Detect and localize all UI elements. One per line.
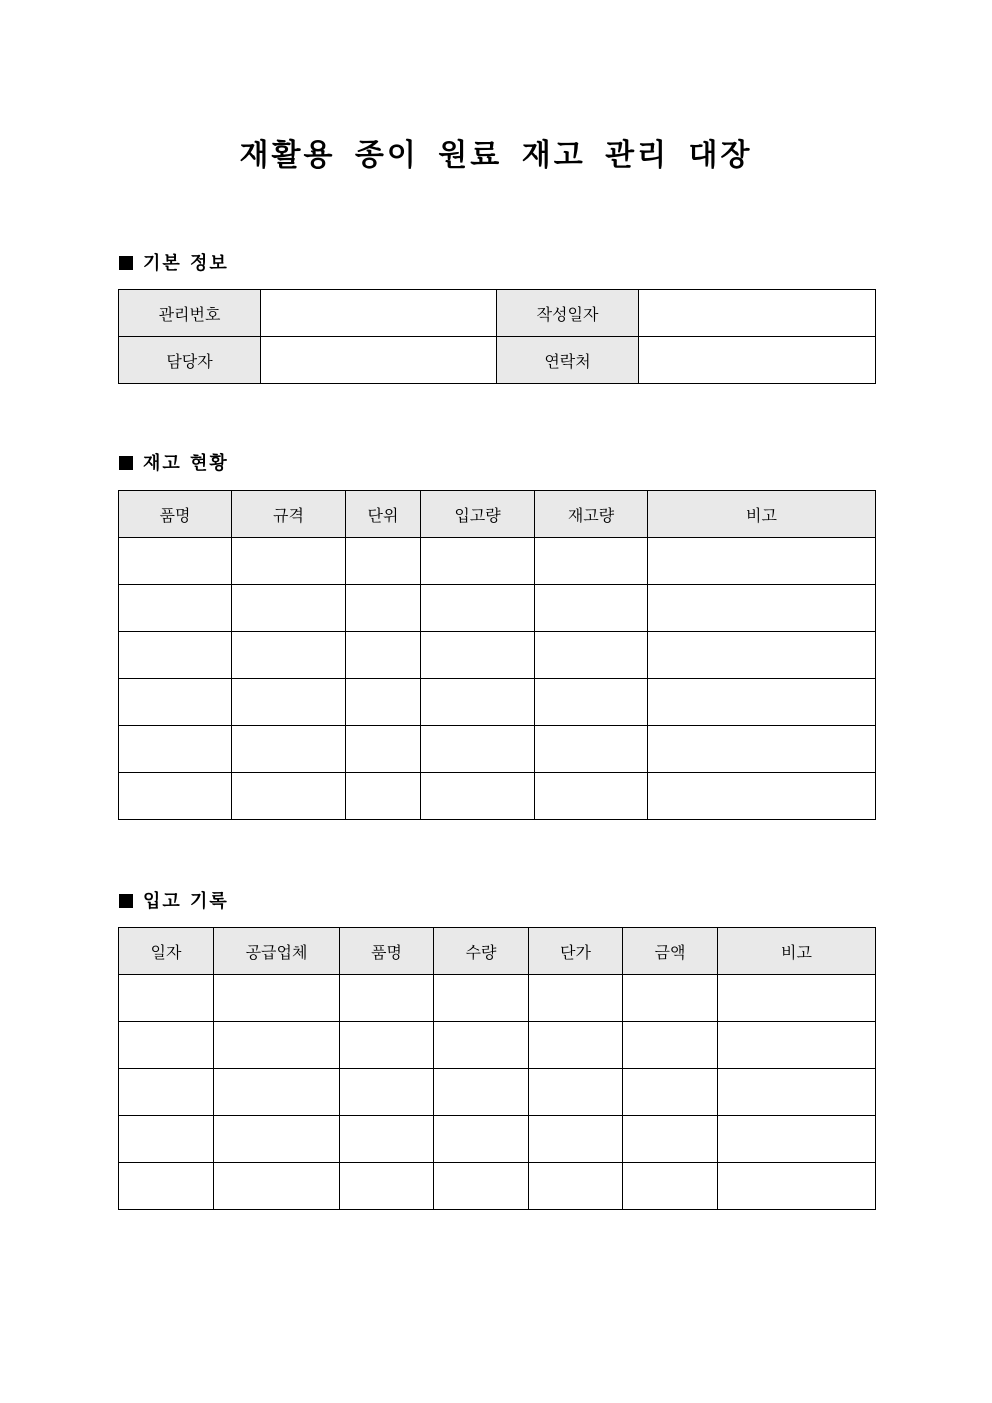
table-header-row	[119, 491, 876, 538]
management-number-field[interactable]	[261, 290, 497, 337]
date-written-label: 작성일자	[497, 290, 639, 337]
square-bullet-icon	[119, 894, 133, 908]
table-row	[119, 1022, 876, 1069]
table-cell[interactable]	[119, 1163, 214, 1210]
table-row	[119, 726, 876, 773]
inventory-table	[118, 490, 876, 820]
table-cell[interactable]	[535, 538, 648, 585]
table-cell[interactable]	[232, 632, 346, 679]
table-cell[interactable]	[214, 1163, 340, 1210]
table-cell[interactable]	[119, 1069, 214, 1116]
table-cell[interactable]	[346, 632, 421, 679]
table-cell[interactable]	[535, 773, 648, 820]
table-cell[interactable]	[119, 679, 232, 726]
table-cell[interactable]	[421, 585, 535, 632]
basic-info-heading	[119, 252, 229, 276]
table-cell[interactable]	[119, 538, 232, 585]
column-header-quantity: 수량	[434, 928, 529, 975]
table-cell[interactable]	[119, 726, 232, 773]
table-cell[interactable]	[623, 975, 718, 1022]
contact-label: 연락처	[497, 337, 639, 384]
table-cell[interactable]	[648, 773, 876, 820]
table-header-row	[119, 928, 876, 975]
basic-info-table	[118, 289, 876, 384]
contact-field[interactable]	[639, 337, 876, 384]
receiving-table	[118, 927, 876, 1210]
column-header-supplier: 공급업체	[214, 928, 340, 975]
table-cell[interactable]	[119, 1116, 214, 1163]
receiving-heading	[119, 890, 229, 914]
table-cell[interactable]	[232, 585, 346, 632]
table-cell[interactable]	[529, 1022, 623, 1069]
column-header-received-qty: 입고량	[421, 491, 535, 538]
table-cell[interactable]	[718, 1116, 876, 1163]
column-header-unit: 단위	[346, 491, 421, 538]
table-cell[interactable]	[648, 585, 876, 632]
table-cell[interactable]	[623, 1116, 718, 1163]
table-row	[119, 632, 876, 679]
table-row	[119, 337, 876, 384]
table-cell[interactable]	[232, 726, 346, 773]
table-row	[119, 290, 876, 337]
table-cell[interactable]	[421, 632, 535, 679]
table-cell[interactable]	[529, 1163, 623, 1210]
table-cell[interactable]	[529, 1116, 623, 1163]
table-cell[interactable]	[346, 773, 421, 820]
table-cell[interactable]	[535, 585, 648, 632]
table-cell[interactable]	[346, 585, 421, 632]
table-cell[interactable]	[346, 726, 421, 773]
table-cell[interactable]	[718, 975, 876, 1022]
table-row	[119, 538, 876, 585]
table-cell[interactable]	[718, 1069, 876, 1116]
table-cell[interactable]	[346, 679, 421, 726]
table-cell[interactable]	[648, 726, 876, 773]
table-cell[interactable]	[623, 1022, 718, 1069]
table-cell[interactable]	[421, 773, 535, 820]
table-cell[interactable]	[434, 1116, 529, 1163]
table-cell[interactable]	[214, 1022, 340, 1069]
column-header-item-name: 품명	[119, 491, 232, 538]
table-cell[interactable]	[214, 1116, 340, 1163]
table-cell[interactable]	[346, 538, 421, 585]
table-cell[interactable]	[232, 773, 346, 820]
table-cell[interactable]	[535, 632, 648, 679]
table-cell[interactable]	[119, 585, 232, 632]
table-row	[119, 1116, 876, 1163]
table-cell[interactable]	[434, 1069, 529, 1116]
table-cell[interactable]	[340, 975, 434, 1022]
date-written-field[interactable]	[639, 290, 876, 337]
table-cell[interactable]	[648, 538, 876, 585]
manager-label: 담당자	[119, 337, 261, 384]
table-cell[interactable]	[340, 1069, 434, 1116]
table-cell[interactable]	[529, 1069, 623, 1116]
table-cell[interactable]	[232, 679, 346, 726]
table-row	[119, 773, 876, 820]
manager-field[interactable]	[261, 337, 497, 384]
inventory-heading	[119, 452, 229, 476]
table-cell[interactable]	[421, 538, 535, 585]
square-bullet-icon	[119, 256, 133, 270]
column-header-date: 일자	[119, 928, 214, 975]
column-header-amount: 금액	[623, 928, 718, 975]
table-cell[interactable]	[421, 726, 535, 773]
column-header-unit-price: 단가	[529, 928, 623, 975]
table-cell[interactable]	[718, 1163, 876, 1210]
table-cell[interactable]	[434, 1163, 529, 1210]
column-header-spec: 규격	[232, 491, 346, 538]
column-header-stock-qty: 재고량	[535, 491, 648, 538]
column-header-remarks: 비고	[718, 928, 876, 975]
column-header-remarks: 비고	[648, 491, 876, 538]
table-cell[interactable]	[119, 632, 232, 679]
table-row	[119, 975, 876, 1022]
square-bullet-icon	[119, 456, 133, 470]
table-cell[interactable]	[340, 1116, 434, 1163]
table-cell[interactable]	[535, 726, 648, 773]
receiving-heading-label: 입고 기록	[143, 891, 229, 912]
table-row	[119, 1163, 876, 1210]
table-cell[interactable]	[119, 975, 214, 1022]
table-cell[interactable]	[434, 975, 529, 1022]
table-cell[interactable]	[214, 975, 340, 1022]
table-cell[interactable]	[535, 679, 648, 726]
table-row	[119, 679, 876, 726]
table-cell[interactable]	[340, 1163, 434, 1210]
document-title: 재활용 종이 원료 재고 관리 대장	[239, 138, 753, 173]
table-cell[interactable]	[421, 679, 535, 726]
basic-info-heading-label: 기본 정보	[143, 253, 229, 274]
table-cell[interactable]	[623, 1163, 718, 1210]
table-cell[interactable]	[718, 1022, 876, 1069]
table-cell[interactable]	[119, 773, 232, 820]
column-header-item-name: 품명	[340, 928, 434, 975]
table-cell[interactable]	[340, 1022, 434, 1069]
table-cell[interactable]	[648, 679, 876, 726]
inventory-heading-label: 재고 현황	[143, 453, 229, 474]
table-cell[interactable]	[214, 1069, 340, 1116]
table-cell[interactable]	[648, 632, 876, 679]
table-row	[119, 585, 876, 632]
table-row	[119, 1069, 876, 1116]
table-cell[interactable]	[119, 1022, 214, 1069]
table-cell[interactable]	[623, 1069, 718, 1116]
table-cell[interactable]	[529, 975, 623, 1022]
management-number-label: 관리번호	[119, 290, 261, 337]
table-cell[interactable]	[232, 538, 346, 585]
table-cell[interactable]	[434, 1022, 529, 1069]
